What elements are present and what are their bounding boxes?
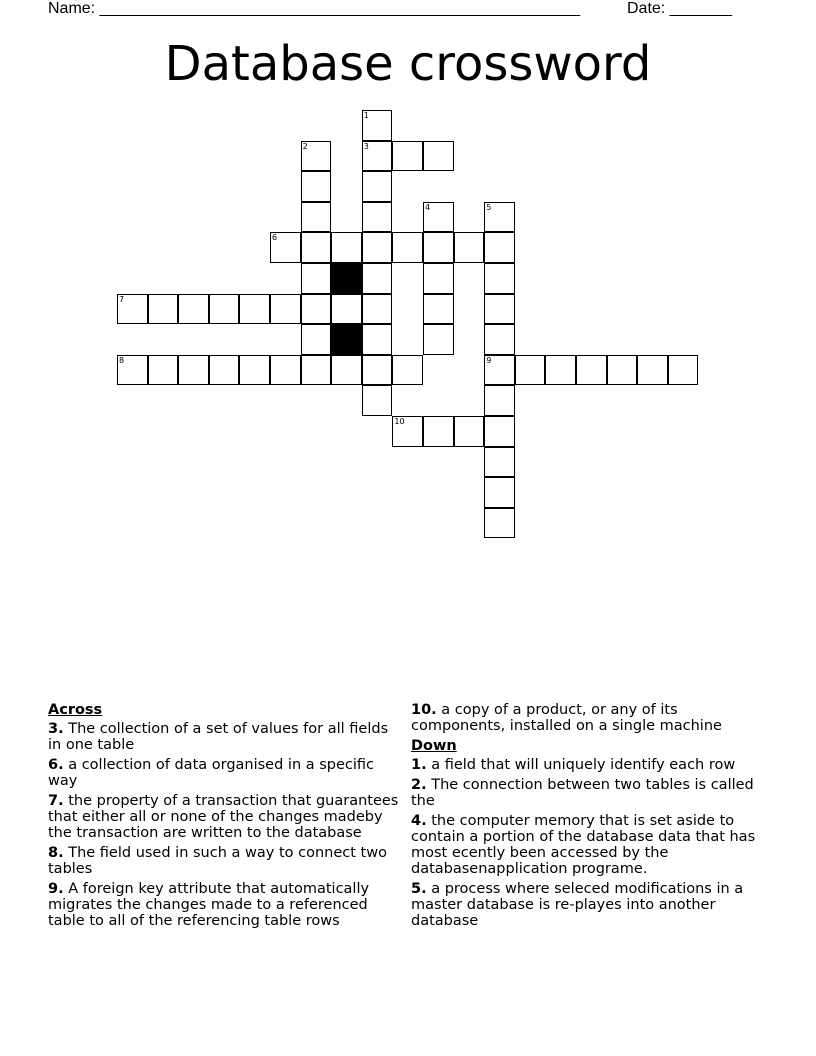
crossword-cell[interactable] (484, 294, 515, 325)
clues-right-column (411, 702, 771, 933)
clue-number-label: 8 (119, 355, 125, 365)
clue-number-label: 5 (486, 202, 492, 212)
crossword-cell[interactable] (362, 385, 393, 416)
down-clue-5 (411, 881, 771, 929)
across-clue-7 (48, 793, 404, 841)
clue-number: 9. (48, 881, 64, 897)
crossword-cell[interactable] (178, 294, 209, 325)
clue-number: 2. (411, 777, 427, 793)
crossword-cell[interactable] (484, 202, 515, 233)
across-clue-8 (48, 845, 404, 877)
crossword-cell[interactable] (301, 141, 332, 172)
crossword-cell[interactable] (209, 355, 240, 386)
crossword-cell[interactable] (392, 141, 423, 172)
crossword-cell[interactable] (484, 232, 515, 263)
crossword-cell[interactable] (362, 294, 393, 325)
crossword-cell[interactable] (362, 263, 393, 294)
crossword-cell[interactable] (423, 232, 454, 263)
crossword-cell[interactable] (301, 232, 332, 263)
crossword-cell[interactable] (637, 355, 668, 386)
crossword-cell[interactable] (392, 232, 423, 263)
clue-number: 8. (48, 845, 64, 861)
crossword-cell[interactable] (454, 416, 485, 447)
clue-text: A foreign key attribute that automatically migrates the changes made to a referenced table to all of the referencing table rows (48, 881, 370, 929)
crossword-cell[interactable] (545, 355, 576, 386)
crossword-cell[interactable] (484, 324, 515, 355)
clue-number: 1. (411, 757, 427, 773)
across-clue-6 (48, 757, 404, 789)
clue-text: a copy of a product, or any of its components, installed on a single machine (411, 702, 722, 734)
name-label: Name: (48, 0, 100, 17)
clue-text: a field that will uniquely identify each row (431, 757, 736, 773)
crossword-cell[interactable] (117, 355, 148, 386)
clue-number: 5. (411, 881, 427, 897)
clue-number-label: 7 (119, 294, 125, 304)
crossword-cell[interactable] (362, 202, 393, 233)
black-square (331, 263, 362, 294)
clue-number-label: 1 (363, 111, 369, 120)
crossword-cell[interactable] (331, 294, 362, 325)
name-blank[interactable]: ______________________________________________________ (99, 0, 581, 17)
crossword-cell[interactable] (362, 110, 393, 141)
clue-number: 3. (48, 721, 64, 737)
crossword-cell[interactable] (362, 355, 393, 386)
down-clue-4 (411, 813, 771, 877)
date-blank[interactable]: _______ (669, 0, 732, 17)
crossword-cell[interactable] (484, 508, 515, 539)
clue-number-label: 4 (425, 202, 431, 212)
crossword-cell[interactable] (117, 294, 148, 325)
crossword-cell[interactable] (209, 294, 240, 325)
clue-number-label: 6 (272, 233, 278, 243)
down-clue-2 (411, 777, 771, 809)
crossword-cell[interactable] (484, 447, 515, 478)
clue-text: the computer memory that is set aside to contain a portion of the database data that has most ecently been accessed by the databasenapplication programe. (411, 813, 756, 877)
crossword-cell[interactable] (178, 355, 209, 386)
crossword-cell[interactable] (454, 232, 485, 263)
crossword-cell[interactable] (301, 171, 332, 202)
crossword-cell[interactable] (301, 324, 332, 355)
crossword-cell[interactable] (301, 294, 332, 325)
crossword-cell[interactable] (423, 324, 454, 355)
down-heading: Down (411, 738, 457, 754)
crossword-cell[interactable] (331, 355, 362, 386)
crossword-cell[interactable] (576, 355, 607, 386)
crossword-cell[interactable] (392, 355, 423, 386)
crossword-cell[interactable] (362, 141, 393, 172)
black-square (331, 324, 362, 355)
clue-text: The field used in such a way to connect two tables (48, 845, 387, 877)
crossword-cell[interactable] (270, 355, 301, 386)
crossword-cell[interactable] (301, 202, 332, 233)
crossword-cell[interactable] (239, 294, 270, 325)
clue-text: the property of a transaction that guarantees that either all or none of the changes madeby the transaction are written to the database (48, 793, 399, 841)
down-clue-1 (411, 757, 771, 773)
crossword-cell[interactable] (362, 171, 393, 202)
clue-text: The connection between two tables is called the (411, 777, 754, 809)
page-title: Database crossword (164, 36, 652, 92)
crossword-cell[interactable] (301, 355, 332, 386)
crossword-cell[interactable] (484, 416, 515, 447)
clue-number-label: 2 (302, 141, 308, 151)
crossword-cell[interactable] (515, 355, 546, 386)
crossword-cell[interactable] (423, 416, 454, 447)
crossword-cell[interactable] (607, 355, 638, 386)
crossword-cell[interactable] (270, 294, 301, 325)
crossword-cell[interactable] (301, 263, 332, 294)
crossword-cell[interactable] (362, 232, 393, 263)
crossword-cell[interactable] (484, 355, 515, 386)
clue-number: 4. (411, 813, 427, 829)
clue-number: 6. (48, 757, 64, 773)
across-clue-10 (411, 702, 771, 734)
crossword-cell[interactable] (668, 355, 699, 386)
clue-text: The collection of a set of values for all fields in one table (48, 721, 389, 753)
crossword-cell[interactable] (239, 355, 270, 386)
crossword-cell[interactable] (362, 324, 393, 355)
crossword-cell[interactable] (484, 477, 515, 508)
clue-text: a collection of data organised in a specific way (48, 757, 375, 789)
crossword-cell[interactable] (148, 294, 179, 325)
crossword-cell[interactable] (423, 263, 454, 294)
clues-left-column (48, 702, 404, 933)
across-heading: Across (48, 702, 103, 718)
clue-number-label: 10 (394, 417, 405, 426)
crossword-cell[interactable] (392, 416, 423, 447)
across-clue-3 (48, 721, 404, 753)
crossword-cell[interactable] (484, 385, 515, 416)
crossword-cell[interactable] (423, 141, 454, 172)
date-label: Date: (627, 0, 670, 17)
clue-number: 10. (411, 702, 437, 718)
crossword-cell[interactable] (423, 202, 454, 233)
crossword-cell[interactable] (331, 232, 362, 263)
crossword-cell[interactable] (148, 355, 179, 386)
crossword-cell[interactable] (423, 294, 454, 325)
across-clue-9 (48, 881, 404, 929)
clue-number-label: 3 (363, 141, 369, 151)
clue-text: a process where seleced modifications in a master database is re-playes into another database (411, 881, 744, 929)
crossword-cell[interactable] (484, 263, 515, 294)
crossword-cell[interactable] (270, 232, 301, 263)
clue-number-label: 9 (486, 355, 492, 365)
clue-number: 7. (48, 793, 64, 809)
